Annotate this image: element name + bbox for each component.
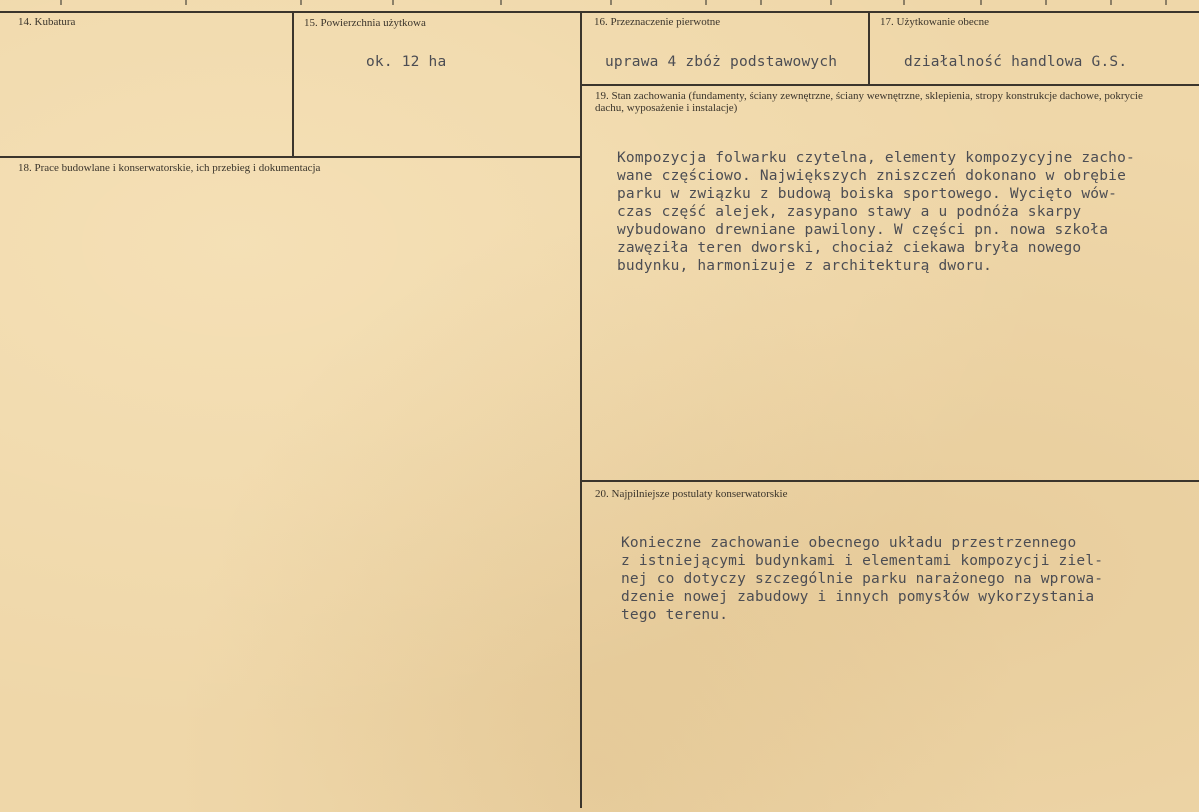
field-16-value: uprawa 4 zbóż podstawowych (605, 54, 838, 70)
row-divider-15-18 (0, 156, 581, 158)
field-19-line: Kompozycja folwarku czytelna, elementy kompozycyjne zacho- (617, 150, 1135, 166)
divider-14-15 (292, 12, 294, 157)
field-17-label: 17. Użytkowanie obecne (880, 16, 990, 28)
divider-16-17 (868, 12, 870, 85)
field-20-line: dzenie nowej zabudowy i innych pomysłów wykorzystania (621, 589, 1095, 605)
field-19-line: budynku, harmonizuje z architekturą dworu. (617, 258, 993, 274)
field-20-line: Konieczne zachowanie obecnego układu przestrzennego (621, 535, 1077, 551)
field-16-label: 16. Przeznaczenie pierwotne (594, 16, 721, 28)
top-edge-remnant (0, 0, 1199, 6)
row-divider-16-19 (581, 84, 1199, 86)
field-15-label: 15. Powierzchnia użytkowa (304, 17, 426, 29)
field-15-value: ok. 12 ha (366, 54, 447, 70)
row-divider-19-20 (581, 480, 1199, 482)
field-19-line: wybudowano drewniane pawilony. W części pn. nowa szkoła (617, 222, 1109, 238)
field-17-value: działalność handlowa G.S. (904, 54, 1128, 70)
field-14-label: 14. Kubatura (18, 16, 76, 28)
field-19-label: 19. Stan zachowania (fundamenty, ściany zewnętrzne, ściany wewnętrzne, sklepienia, stropy konstrukcje dachowe, pokrycie dachu, wyposażenie i instalacje) (595, 90, 1143, 114)
field-20-line: tego terenu. (621, 607, 729, 623)
field-20-line: nej co dotyczy szczególnie parku narażonego na wprowa- (621, 571, 1104, 587)
main-column-divider (580, 12, 582, 808)
field-20-line: z istniejącymi budynkami i elementami kompozycji ziel- (621, 553, 1104, 569)
field-18-label: 18. Prace budowlane i konserwatorskie, ich przebieg i dokumentacja (18, 162, 321, 174)
field-20-label: 20. Najpilniejsze postulaty konserwatorskie (595, 488, 788, 500)
field-19-line: wane częściowo. Największych zniszczeń dokonano w obrębie (617, 168, 1126, 184)
field-19-line: czas część alejek, zasypano stawy a u podnóża skarpy (617, 204, 1082, 220)
field-19-line: zawęziła teren dworski, chociaż ciekawa bryła nowego (617, 240, 1082, 256)
field-19-line: parku w związku z budową boiska sportowego. Wycięto wów- (617, 186, 1118, 202)
top-border-line (0, 11, 1199, 13)
